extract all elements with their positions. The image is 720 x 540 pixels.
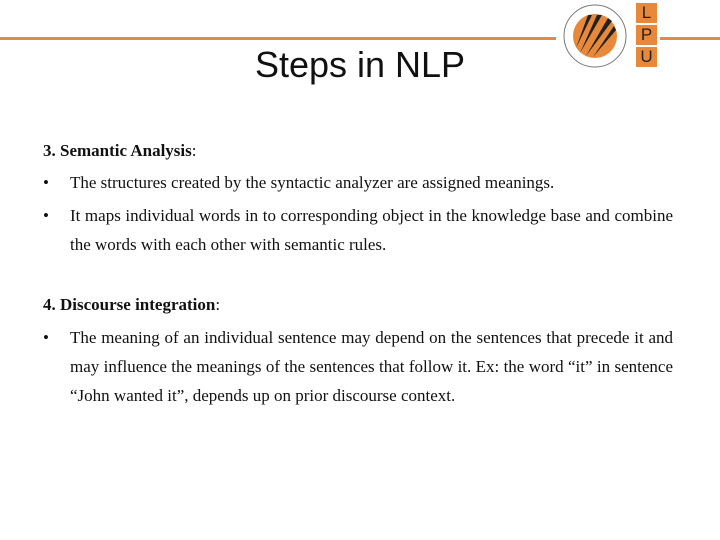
section-heading: 4. Discourse integration: (43, 295, 221, 314)
lpu-letter-p: P (636, 25, 657, 45)
lpu-letter-u: U (636, 47, 657, 67)
header-rule-right (660, 37, 720, 40)
title-text: Steps in NLP (254, 44, 466, 85)
heading-text: 3. Semantic Analysis (43, 141, 192, 160)
bullet: • The meaning of an individual sentence may depend on the sentences that precede it and may influence the meanings of the sentences that follow it. Ex: the word “it” in sentence “John wanted it”, depends up on prior discourse context. (43, 323, 673, 410)
slide-content (43, 136, 673, 410)
bullet: • It maps individual words in to corresponding object in the knowledge base and combine the words with each other with semantic rules. (43, 201, 673, 259)
header-rule-left (0, 37, 556, 40)
heading-text: 4. Discourse integration (43, 295, 216, 314)
university-logo (562, 3, 628, 69)
section-heading: 3. Semantic Analysis: (43, 141, 197, 160)
lpu-letter-l: L (636, 3, 657, 23)
bullet: • The structures created by the syntactic analyzer are assigned meanings. (43, 168, 673, 197)
